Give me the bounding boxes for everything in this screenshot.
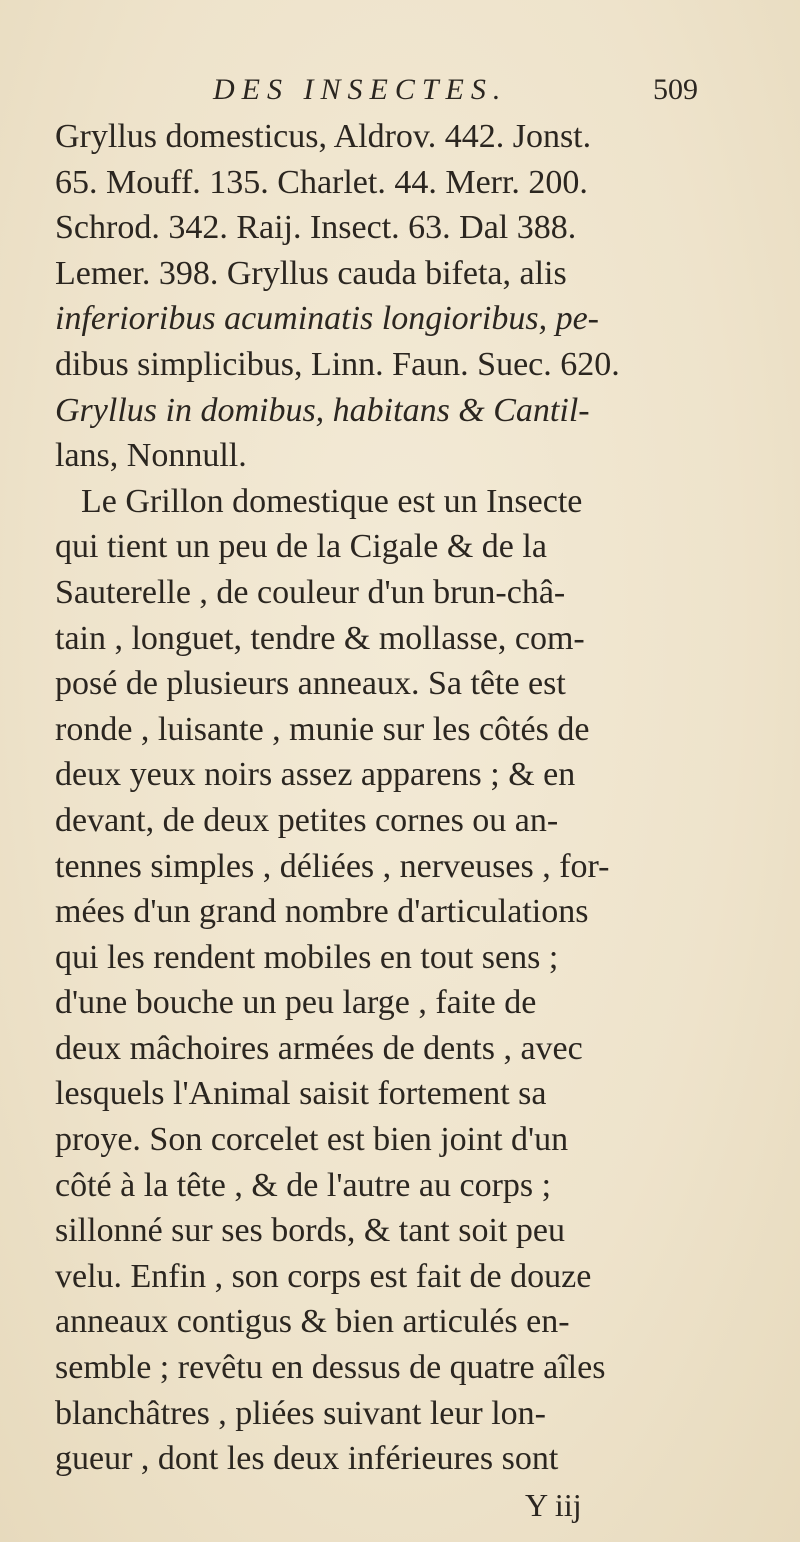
synonymy-line: 65. Mouff. 135. Charlet. 44. Merr. 200. — [55, 163, 588, 201]
body-line: blanchâtres , pliées suivant leur lon- — [55, 1394, 546, 1432]
body-line: deux yeux noirs assez apparens ; & en — [55, 756, 576, 794]
synonymy-line: Gryllus in domibus, habitans & Cantil- — [55, 391, 590, 429]
synonymy-line: inferioribus acuminatis longioribus, pe- — [55, 300, 599, 338]
body-line: proye. Son corcelet est bien joint d'un — [55, 1121, 569, 1159]
body-line: tain , longuet, tendre & mollasse, com- — [55, 619, 585, 657]
page-number: 509 — [653, 73, 698, 106]
synonymy-paragraph — [55, 114, 795, 479]
synonymy-line: Schrod. 342. Raij. Insect. 63. Dal 388. — [55, 209, 577, 247]
synonymy-line: Lemer. 398. Gryllus cauda bifeta, alis — [55, 254, 567, 292]
body-line: côté à la tête , & de l'autre au corps ; — [55, 1166, 552, 1204]
body-line: mées d'un grand nombre d'articulations — [55, 893, 589, 931]
running-head-title: DES INSECTES. — [213, 73, 508, 106]
body-line: ronde , luisante , munie sur les côtés de — [55, 710, 590, 748]
body-line: qui tient un peu de la Cigale & de la — [55, 528, 547, 566]
body-line: qui les rendent mobiles en tout sens ; — [55, 938, 559, 976]
body-line: anneaux contigus & bien articulés en- — [55, 1303, 570, 1341]
body-line: deux mâchoires armées de dents , avec — [55, 1029, 583, 1067]
body-line: sillonné sur ses bords, & tant soit peu — [55, 1212, 565, 1250]
body-line: tennes simples , déliées , nerveuses , for- — [55, 847, 610, 885]
body-line: posé de plusieurs anneaux. Sa tête est — [55, 665, 566, 703]
body-line: d'une bouche un peu large , faite de — [55, 984, 537, 1022]
body-line: devant, de deux petites cornes ou an- — [55, 801, 559, 839]
signature-mark: Y iij — [525, 1486, 582, 1523]
body-line: gueur , dont les deux inférieures sont — [55, 1440, 559, 1478]
running-head — [55, 66, 795, 114]
body-line: semble ; revêtu en dessus de quatre aîles — [55, 1349, 606, 1387]
body-paragraph — [55, 479, 795, 1482]
body-line: lesquels l'Animal saisit fortement sa — [55, 1075, 547, 1113]
body-line: Sauterelle , de couleur d'un brun-châ- — [55, 573, 566, 611]
synonymy-line: dibus simplicibus, Linn. Faun. Suec. 620. — [55, 345, 620, 383]
body-line: velu. Enfin , son corps est fait de douze — [55, 1257, 592, 1295]
synonymy-line: Gryllus domesticus, Aldrov. 442. Jonst. — [55, 118, 592, 155]
synonymy-line: lans, Nonnull. — [55, 437, 247, 475]
page-text — [55, 66, 795, 1528]
body-line: Le Grillon domestique est un Insecte — [81, 482, 583, 520]
